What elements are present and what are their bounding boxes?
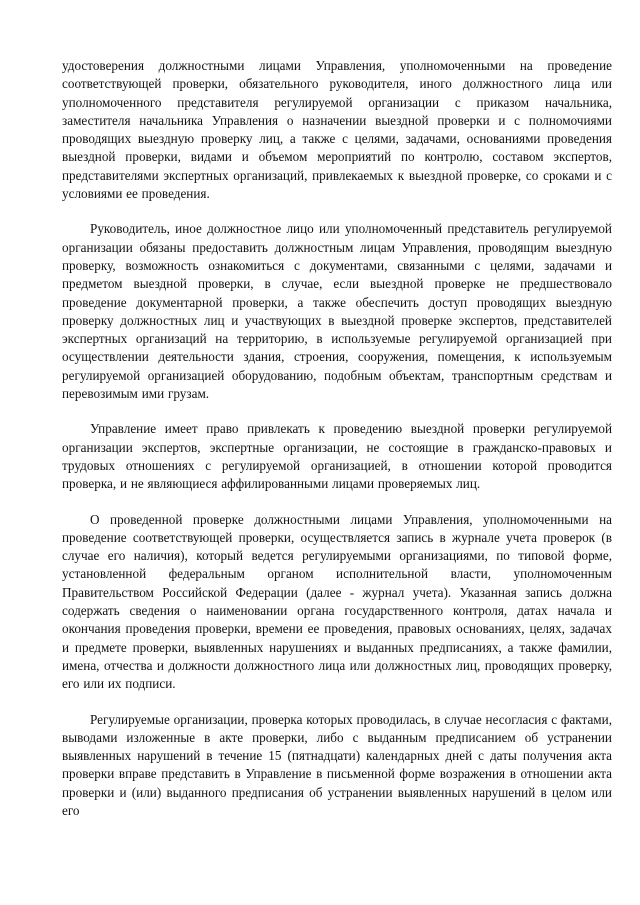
paragraph-experts-involvement: Управление имеет право привлекать к проведению выездной проверки регулируемой организации экспертов, экспертные организации, не состоящие в гражданско-правовых и трудовых отношениях с регулируемой организацией, в отношении которой проводится проверка, и не являющиеся аффилированными лицами проверяемых лиц. bbox=[62, 421, 612, 492]
paragraph-inspection-journal: О проведенной проверке должностными лицами Управления, уполномоченными на проведение соответствующей проверки, осуществляется запись в журнале учета проверок (в случае его наличия), который ведется регулируемыми организациями, по типовой форме, установленной федеральным органом исполнительной власти, уполномоченным Правительством Российской Федерации (далее - журнал учета). Указанная запись должна содержать сведения о наименовании органа государственного контроля, датах начала и окончания проведения проверки, времени ее проведения, правовых основаниях, целях, задачах и предмете проверки, выявленных нарушениях и выданных предписаниях, а также фамилии, имена, отчества и должности должностного лица или должностных лиц, проводящих проверку, его или их подписи. bbox=[62, 511, 612, 692]
paragraph-access-obligations: Руководитель, иное должностное лицо или уполномоченный представитель регулируемой организации обязаны предоставить должностным лицам Управления, проводящим выездную проверку, возможность ознакомиться с документами, связанными с целями, задачами и предметом выездной проверки, в случае, если выездной проверке не предшествовало проведение документарной проверки, а также обеспечить доступ проводящих выездную проверку должностных лиц и участвующих в выездной проверке экспертов, представителей экспертных организаций на территорию, в используемые регулируемой организацией при осуществлении деятельности здания, строения, сооружения, помещения, к используемым регулируемой организацией оборудованию, подобным объектам, транспортным средствам и перевозимым ими грузам. bbox=[62, 221, 612, 402]
paragraph-notification-continuation: удостоверения должностными лицами Управления, уполномоченными на проведение соответствующей проверки, обязательного руководителя, иного должностного лица или уполномоченного представителя регулируемой организации с приказом начальника, заместителя начальника Управления о назначении выездной проверки и с полномочиями проводящих выездную проверку лиц, а также с целями, задачами, основаниями проведения выездной проверки, видами и объемом мероприятий по контролю, составом экспертов, представителями экспертных организаций, привлекаемых к выездной проверке, со сроками и с условиями ее проведения. bbox=[62, 58, 612, 202]
paragraph-objections: Регулируемые организации, проверка которых проводилась, в случае несогласия с фактами, выводами изложенные в акте проверки, либо с выданным предписанием об устранении выявленных нарушений в течение 15 (пятнадцати) календарных дней с даты получения акта проверки вправе представить в Управление в письменной форме возражения в отношении акта проверки и (или) выданного предписания об устранении выявленных нарушений в целом или его bbox=[62, 711, 612, 818]
